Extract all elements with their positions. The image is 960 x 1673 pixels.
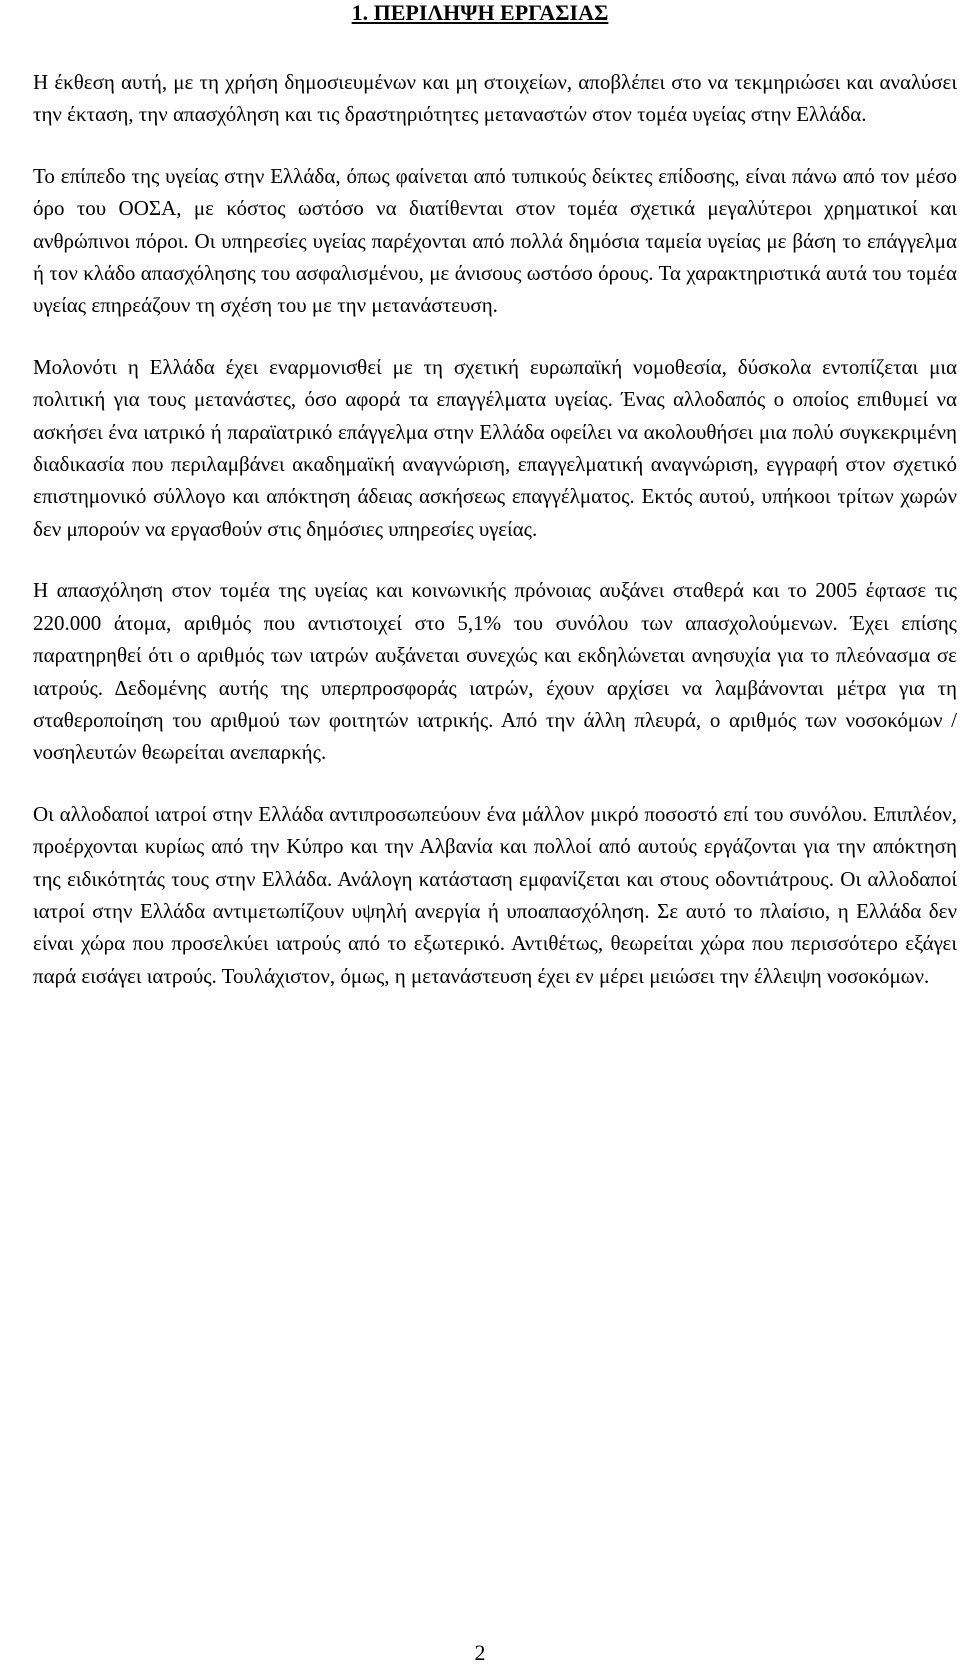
paragraph-foreign-doctors: Οι αλλοδαποί ιατροί στην Ελλάδα αντιπροσωπεύουν ένα μάλλον μικρό ποσοστό επί του συνόλου. Επιπλέον, προέρχονται κυρίως από την Κύπρο και την Αλβανία και πολλοί από αυτούς εργάζονται για την απόκτηση της ειδικότητάς τους στην Ελλάδα. Ανάλογη κατάσταση εμφανίζεται και στους οδοντιάτρους. Οι αλλοδαποί ιατροί στην Ελλάδα αντιμετωπίζουν υψηλή ανεργία ή υποαπασχόληση. Σε αυτό το πλαίσιο, η Ελλάδα δεν είναι χώρα που προσελκύει ιατρούς από το εξωτερικό. Αντιθέτως, θεωρείται χώρα που περισσότερο εξάγει παρά εισάγει ιατρούς. Τουλάχιστον, όμως, η μετανάστευση έχει εν μέρει μειώσει την έλλειψη νοσοκόμων. bbox=[33, 801, 957, 988]
paragraph-employment: Η απασχόληση στον τομέα της υγείας και κοινωνικής πρόνοιας αυξάνει σταθερά και το 2005 έφτασε τις 220.000 άτομα, αριθμός που αντιστοιχεί στο 5,1% του συνόλου των απασχολούμενων. Έχει επίσης παρατηρηθεί ότι ο αριθμός των ιατρών αυξάνεται συνεχώς και εκδηλώνεται ανησυχία για το πλεόνασμα σε ιατρούς. Δεδομένης αυτής της υπερπροσφοράς ιατρών, έχουν αρχίσει να λαμβάνονται μέτρα για τη σταθεροποίηση του αριθμού των φοιτητών ιατρικής. Από την άλλη πλευρά, ο αριθμός των νοσοκόμων / νοσηλευτών θεωρείται ανεπαρκής. bbox=[33, 578, 957, 765]
page-number: 2 bbox=[474, 1640, 486, 1665]
paragraph-migration-policy: Μολονότι η Ελλάδα έχει εναρμονισθεί με τη σχετική ευρωπαϊκή νομοθεσία, δύσκολα εντοπίζεται μια πολιτική για τους μετανάστες, όσο αφορά τα επαγγέλματα υγείας. Ένας αλλοδαπός ο οποίος επιθυμεί να ασκήσει ένα ιατρικό ή παραϊατρικό επάγγελμα στην Ελλάδα οφείλει να ακολουθήσει μια πολύ συγκεκριμένη διαδικασία που περιλαμβάνει ακαδημαϊκή αναγνώριση, επαγγελματική αναγνώριση, εγγραφή στον σχετικό επιστημονικό σύλλογο και απόκτηση άδειας ασκήσεως επαγγέλματος. Εκτός αυτού, υπήκοοι τρίτων χωρών δεν μπορούν να εργασθούν στις δημόσιες υπηρεσίες υγείας. bbox=[33, 354, 957, 541]
section-heading bbox=[0, 0, 960, 26]
paragraph-purpose: Η έκθεση αυτή, με τη χρήση δημοσιευμένων και μη στοιχείων, αποβλέπει στο να τεκμηριώσει και αναλύσει την έκταση, την απασχόληση και τις δραστηριότητες μεταναστών στον τομέα υγείας στην Ελλάδα. bbox=[33, 70, 957, 127]
summary-body bbox=[33, 66, 957, 1021]
section-heading-text: 1. ΠΕΡΙΛΗΨΗ ΕΡΓΑΣΙΑΣ bbox=[351, 0, 609, 25]
paragraph-health-level: Το επίπεδο της υγείας στην Ελλάδα, όπως φαίνεται από τυπικούς δείκτες επίδοσης, είναι πάνω από τον μέσο όρο του ΟΟΣΑ, με κόστος ωστόσο να διατίθενται στον τομέα σχετικά μεγαλύτεροι χρηματικοί και ανθρώπινοι πόροι. Οι υπηρεσίες υγείας παρέχονται από πολλά δημόσια ταμεία υγείας με βάση το επάγγελμα ή τον κλάδο απασχόλησης του ασφαλισμένου, με άνισους ωστόσο όρους. Τα χαρακτηριστικά αυτά του τομέα υγείας επηρεάζουν τη σχέση του με την μετανάστευση. bbox=[33, 163, 957, 318]
